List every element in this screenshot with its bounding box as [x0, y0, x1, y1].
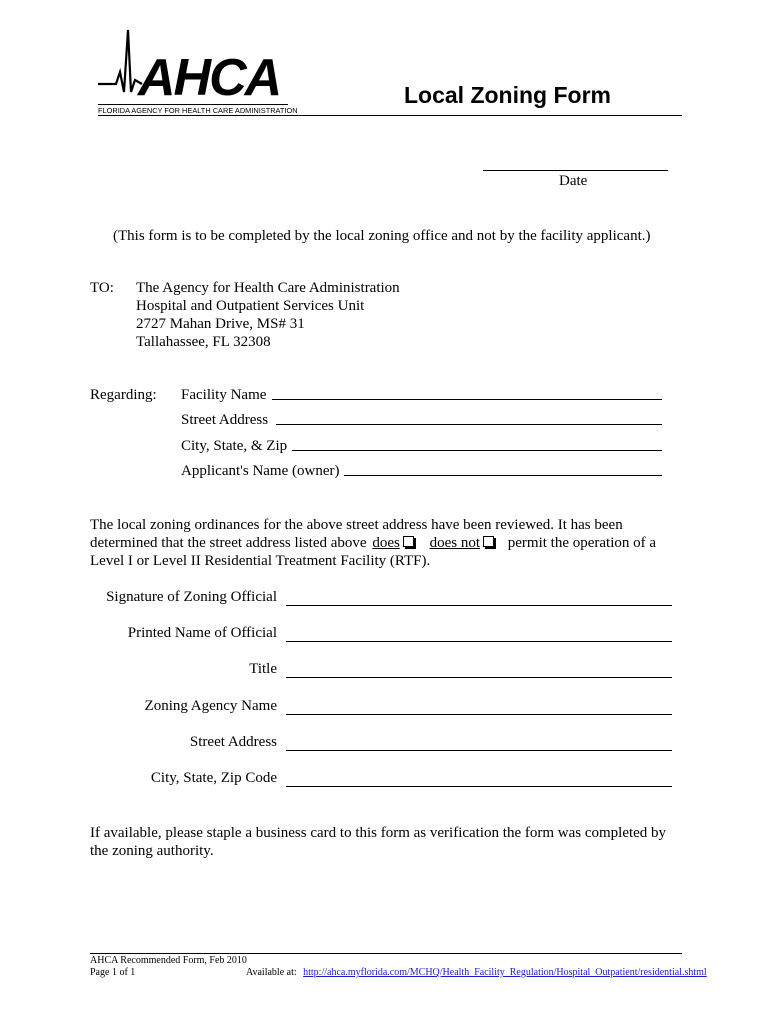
- statement-line-2: [90, 534, 656, 552]
- footer-page-number: Page 1 of 1: [90, 967, 136, 978]
- to-label: TO:: [90, 280, 114, 296]
- agency-street-label: Street Address: [189, 734, 277, 750]
- closing-line-2: the zoning authority.: [90, 843, 214, 859]
- agency-city-field[interactable]: [286, 786, 672, 787]
- applicant-name-field[interactable]: [344, 475, 662, 476]
- footer-rule: [90, 953, 682, 954]
- title-field[interactable]: [286, 677, 672, 678]
- to-line: 2727 Mahan Drive, MS# 31: [136, 316, 305, 332]
- does-option[interactable]: [372, 535, 417, 551]
- statement-line-2-prefix: determined that the street address listed above: [90, 535, 367, 551]
- to-line: Hospital and Outpatient Services Unit: [136, 298, 365, 314]
- form-title: Local Zoning Form: [404, 82, 611, 108]
- to-line: The Agency for Health Care Administration: [136, 280, 400, 296]
- logo-text: AHCA: [138, 49, 281, 107]
- facility-name-field[interactable]: [272, 399, 662, 400]
- closing-text: [90, 824, 666, 860]
- zoning-agency-field[interactable]: [286, 714, 672, 715]
- city-state-zip-label: City, State, & Zip: [181, 438, 288, 454]
- to-address: [136, 279, 400, 351]
- street-address-field[interactable]: [276, 424, 662, 425]
- does-not-label: does not: [429, 535, 480, 551]
- date-label: Date: [559, 173, 588, 189]
- footer-availability: [246, 967, 707, 979]
- agency-city-label: City, State, Zip Code: [150, 770, 277, 786]
- regarding-label: Regarding:: [90, 387, 157, 403]
- footer-form-info: AHCA Recommended Form, Feb 2010: [90, 955, 247, 966]
- does-checkbox[interactable]: [403, 536, 414, 547]
- header-rule: [98, 115, 682, 116]
- footer-url-link[interactable]: http://ahca.myflorida.com/MCHQ/Health_Facility_Regulation/Hospital_Outpatient/residential.shtml: [303, 967, 707, 978]
- city-state-zip-field[interactable]: [292, 450, 662, 451]
- ahca-logo: [98, 26, 298, 118]
- signature-field[interactable]: [286, 605, 672, 606]
- footer-available-label: Available at:: [246, 967, 297, 978]
- agency-street-field[interactable]: [286, 750, 672, 751]
- zoning-agency-label: Zoning Agency Name: [144, 698, 277, 714]
- applicant-name-label: Applicant's Name (owner): [181, 463, 340, 479]
- statement-line-3: Level I or Level II Residential Treatment Facility (RTF).: [90, 553, 431, 569]
- statement-line-2-suffix: permit the operation of a: [507, 535, 657, 551]
- zoning-statement: [90, 516, 656, 570]
- date-line[interactable]: [483, 170, 668, 171]
- instruction-text: (This form is to be completed by the local zoning office and not by the facility applicant.): [113, 228, 651, 244]
- title-label: Title: [249, 661, 277, 677]
- does-not-option[interactable]: [430, 535, 498, 551]
- does-not-checkbox[interactable]: [483, 536, 494, 547]
- does-label: does: [372, 535, 400, 551]
- statement-line-1: The local zoning ordinances for the above street address have been reviewed. It has been: [90, 517, 623, 533]
- logo-subtitle: FLORIDA AGENCY FOR HEALTH CARE ADMINISTRATION: [98, 106, 298, 115]
- closing-line-1: If available, please staple a business card to this form as verification the form was completed by: [90, 825, 667, 841]
- printed-name-label: Printed Name of Official: [127, 625, 277, 641]
- signature-label: Signature of Zoning Official: [106, 589, 277, 605]
- street-address-label: Street Address: [181, 412, 269, 428]
- printed-name-field[interactable]: [286, 641, 672, 642]
- to-line: Tallahassee, FL 32308: [136, 334, 271, 350]
- facility-name-label: Facility Name: [181, 387, 267, 403]
